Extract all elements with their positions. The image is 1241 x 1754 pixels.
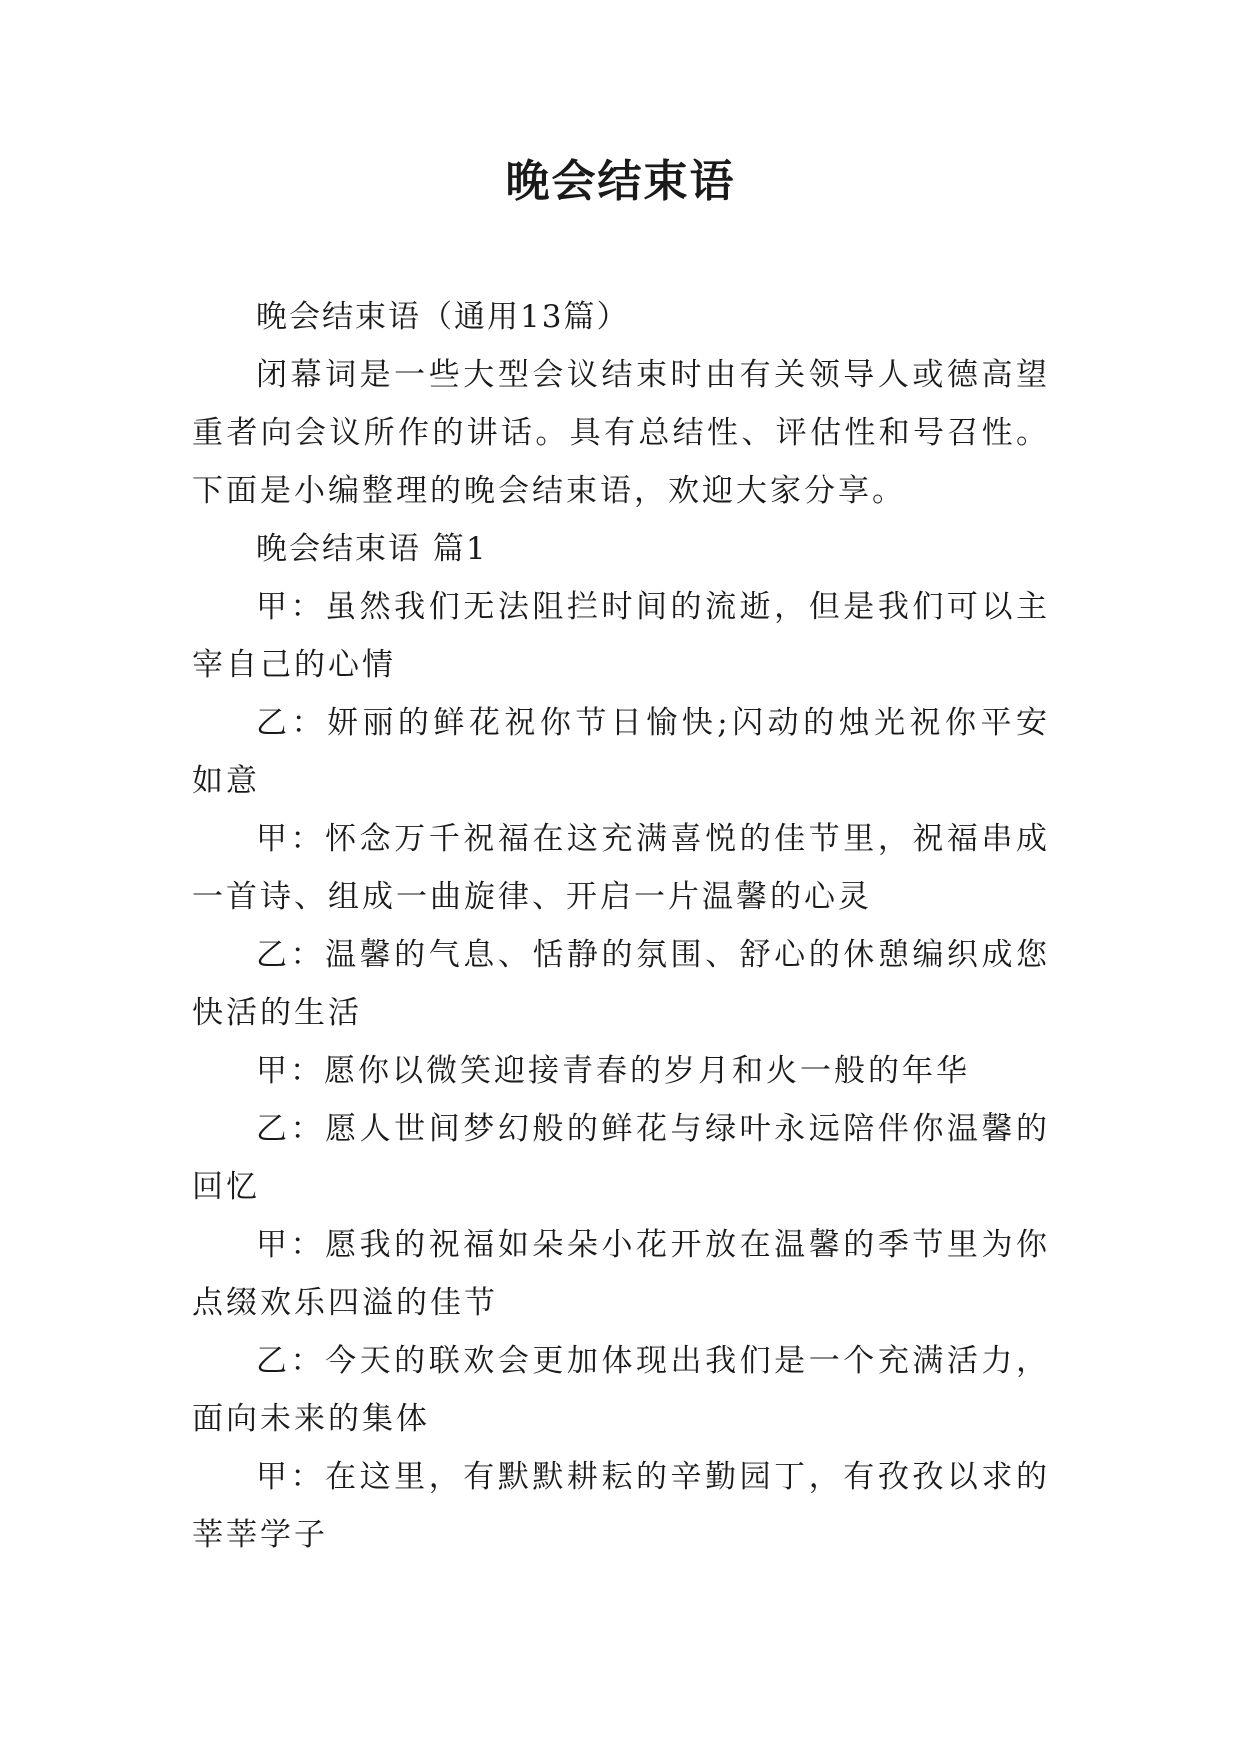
section-heading: 晚会结束语 篇1 (256, 531, 488, 567)
document-title: 晚会结束语 (505, 156, 736, 207)
dialogue-line: 甲：怀念万千祝福在这充满喜悦的佳节里，祝福串成一首诗、组成一曲旋律、开启一片温馨的心灵 (192, 821, 1050, 915)
dialogue-line: 甲：在这里，有默默耕耘的辛勤园丁，有孜孜以求的莘莘学子 (192, 1459, 1050, 1553)
dialogue-line: 乙：妍丽的鲜花祝你节日愉快;闪动的烛光祝你平安如意 (192, 705, 1050, 799)
dialogue-line: 乙：温馨的气息、恬静的氛围、舒心的休憩编织成您快活的生活 (192, 937, 1050, 1031)
dialogue-line: 甲：虽然我们无法阻拦时间的流逝，但是我们可以主宰自己的心情 (192, 589, 1050, 683)
document-body (192, 288, 1050, 1564)
dialogue-line: 甲：愿你以微笑迎接青春的岁月和火一般的年华 (256, 1053, 970, 1089)
subtitle-paragraph: 晚会结束语（通用13篇） (256, 299, 630, 335)
dialogue-line: 甲：愿我的祝福如朵朵小花开放在温馨的季节里为你点缀欢乐四溢的佳节 (192, 1227, 1050, 1321)
dialogue-line: 乙：今天的联欢会更加体现出我们是一个充满活力，面向未来的集体 (192, 1343, 1050, 1437)
dialogue-line: 乙：愿人世间梦幻般的鲜花与绿叶永远陪伴你温馨的回忆 (192, 1111, 1050, 1205)
intro-paragraph: 闭幕词是一些大型会议结束时由有关领导人或德高望重者向会议所作的讲话。具有总结性、评估性和号召性。下面是小编整理的晚会结束语，欢迎大家分享。 (192, 357, 1050, 509)
